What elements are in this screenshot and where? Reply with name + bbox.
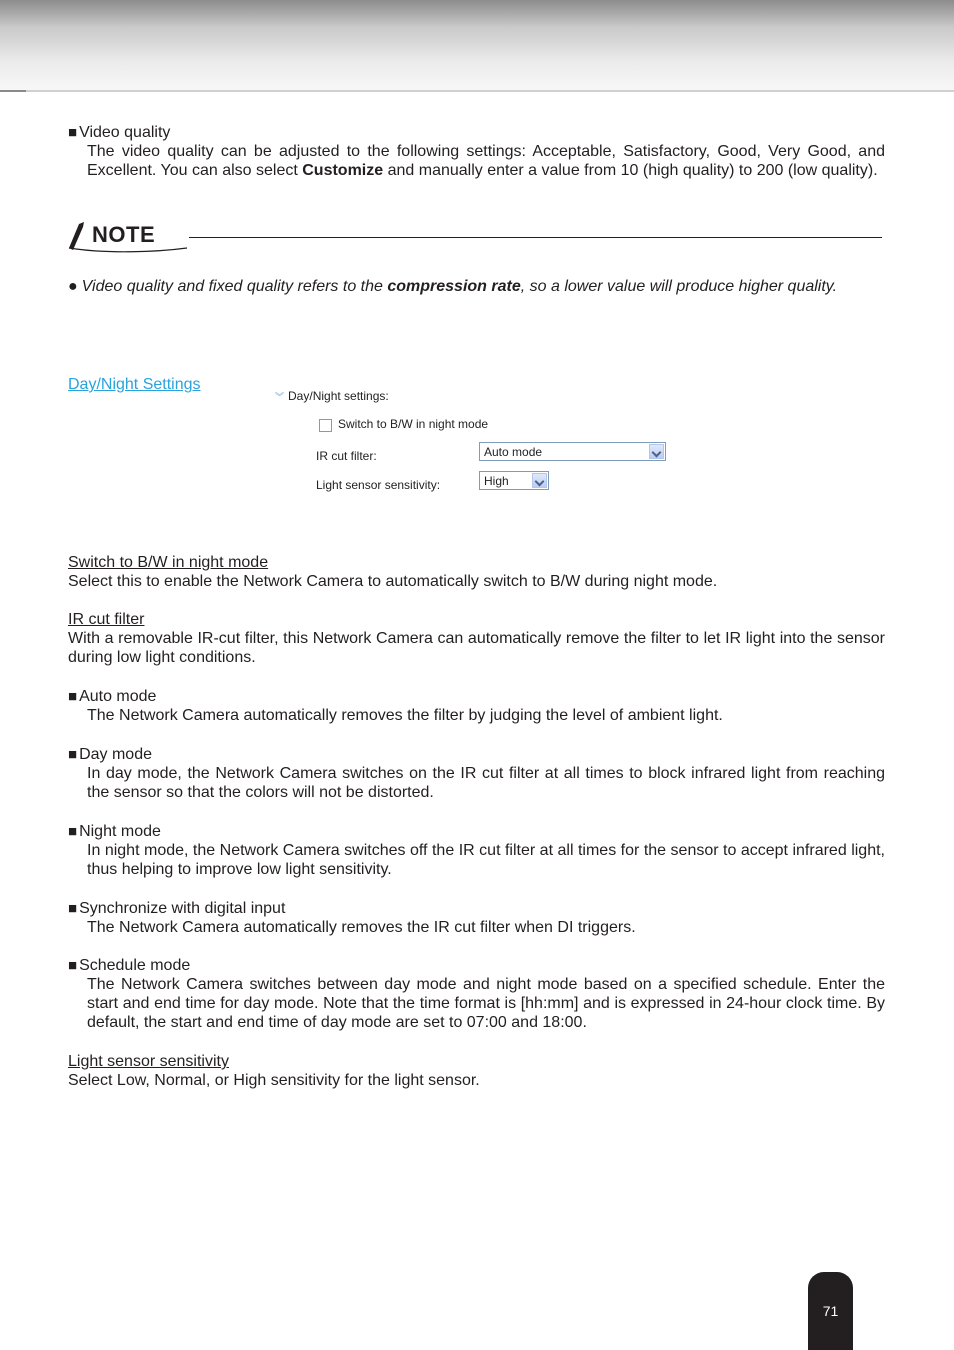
ir-cut-filter-value: Auto mode — [484, 445, 543, 459]
day-night-settings-link[interactable]: Day/Night Settings — [68, 376, 201, 393]
page-number-tab — [808, 1272, 853, 1350]
square-bullet-icon: ■ — [68, 746, 78, 763]
mode-title: ■ Auto mode — [68, 688, 157, 705]
mode-item — [68, 745, 885, 802]
mode-body: The Network Camera automatically removes the IR cut filter when DI triggers. — [87, 919, 636, 936]
video-quality-item — [68, 123, 885, 180]
switch-bw-body: Select this to enable the Network Camera to automatically switch to B/W during night mode. — [68, 573, 718, 590]
mode-title: ■ Synchronize with digital input — [68, 900, 286, 917]
light-sensor-select[interactable] — [479, 471, 549, 490]
compression-rate-bold: compression rate — [387, 278, 521, 295]
bw-night-checkbox[interactable] — [319, 419, 332, 432]
light-sensor-heading: Light sensor sensitivity — [68, 1053, 229, 1070]
mode-title: ■ Schedule mode — [68, 957, 191, 974]
mode-title: ■ Day mode — [68, 746, 152, 763]
mode-item — [68, 822, 885, 879]
light-sensor-section — [68, 1052, 885, 1090]
note-divider — [189, 237, 882, 238]
square-bullet-icon: ■ — [68, 957, 78, 974]
chevron-down-icon[interactable] — [649, 444, 664, 459]
mode-item — [68, 899, 885, 937]
mode-body: In night mode, the Network Camera switches off the IR cut filter at all times for the sensor to accept infrared light, thus helping to improve low light sensitivity. — [87, 842, 885, 878]
bw-night-checkbox-label: Switch to B/W in night mode — [338, 417, 489, 431]
light-sensor-body: Select Low, Normal, or High sensitivity for the light sensor. — [68, 1072, 480, 1089]
ir-cut-filter-select[interactable] — [479, 442, 666, 461]
panel-title: ︾ Day/Night settings: — [275, 389, 389, 403]
page-number: 71 — [822, 1303, 839, 1319]
mode-item — [68, 687, 885, 725]
light-sensor-value: High — [484, 474, 509, 488]
day-night-settings-panel — [272, 384, 672, 504]
dot-bullet-icon: ● — [68, 278, 78, 295]
customize-bold: Customize — [302, 162, 384, 179]
mode-item — [68, 956, 885, 1032]
switch-bw-heading: Switch to B/W in night mode — [68, 554, 269, 571]
video-quality-heading — [68, 123, 885, 142]
note-badge — [67, 218, 187, 254]
square-bullet-icon: ■ — [68, 124, 78, 141]
square-bullet-icon: ■ — [68, 900, 78, 917]
ir-cut-body: With a removable IR-cut filter, this Network Camera can automatically remove the filter to let IR light into the sensor during low light conditions. — [68, 630, 885, 666]
chevron-down-icon[interactable] — [532, 473, 547, 488]
light-sensor-label: Light sensor sensitivity: — [316, 478, 441, 492]
square-bullet-icon: ■ — [68, 688, 78, 705]
note-text: ● Video quality and fixed quality refers to the compression rate, so a lower value will produce higher quality. — [68, 278, 838, 295]
video-quality-title: Video quality — [79, 124, 171, 141]
ir-cut-filter-label: IR cut filter: — [316, 449, 377, 463]
page-header-band — [0, 0, 954, 92]
header-tick — [0, 90, 26, 92]
double-chevron-icon: ︾ — [275, 392, 285, 402]
note-label: NOTE — [92, 222, 156, 247]
mode-title: ■ Night mode — [68, 823, 161, 840]
square-bullet-icon: ■ — [68, 823, 78, 840]
video-quality-body: The video quality can be adjusted to the following settings: Acceptable, Satisfactory, Good, Very Good, and Excellent. You can also select Customize and manually enter a value from 10 (high quality) to 200 (low quality). — [87, 143, 885, 179]
switch-bw-section — [68, 553, 885, 591]
ir-cut-heading: IR cut filter — [68, 611, 145, 628]
mode-body: The Network Camera automatically removes the filter by judging the level of ambient light. — [87, 707, 723, 724]
ir-cut-section — [68, 610, 885, 667]
mode-body: The Network Camera switches between day mode and night mode based on a specified schedule. Enter the start and end time for day mode. Note that the time format is [hh:mm] and is expressed in 24-hour clock time. By default, the start and end time of day mode are set to 07:00 and 18:00. — [87, 976, 885, 1031]
mode-body: In day mode, the Network Camera switches on the IR cut filter at all times to block infrared light from reaching the sensor so that the colors will not be distorted. — [87, 765, 885, 801]
